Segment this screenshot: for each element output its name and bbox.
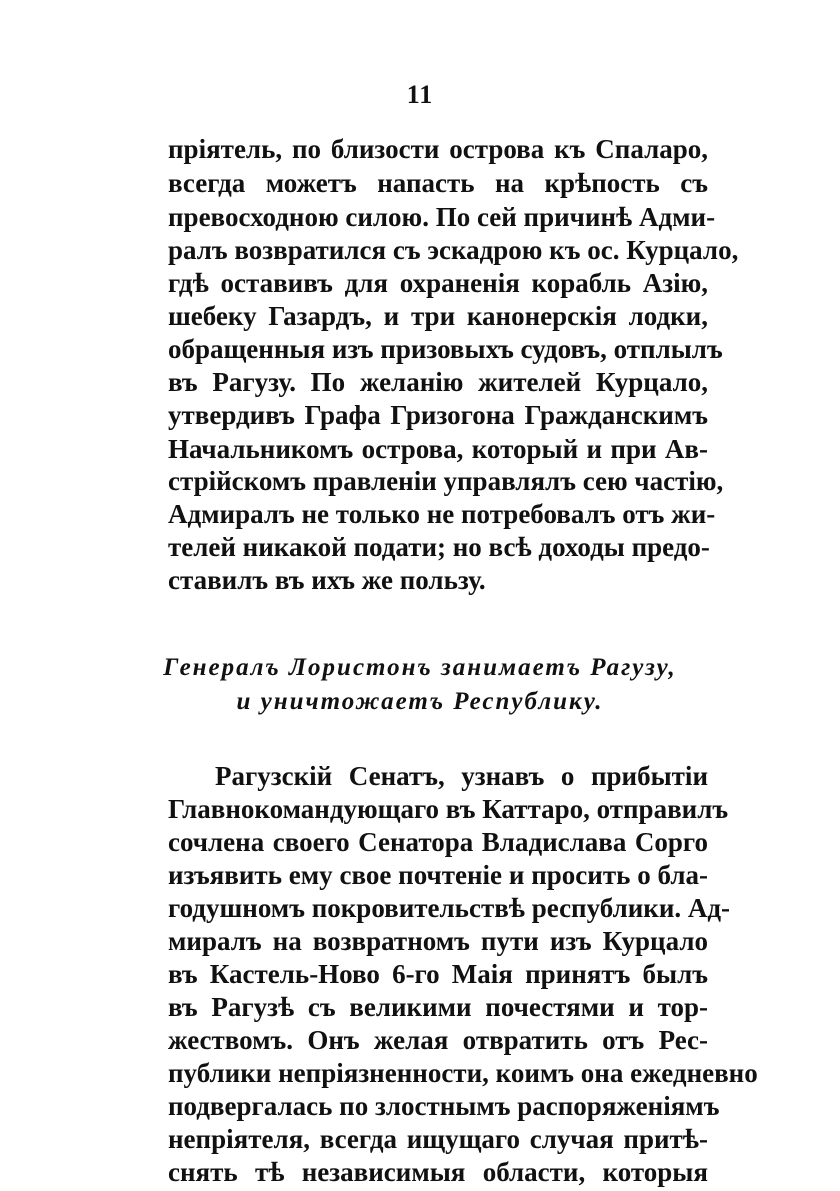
text-line: превосходною силою. По сей причинѣ Адми- [168, 202, 716, 232]
text-line: изъявить ему свое почтеніе и просить о бла- [168, 860, 708, 890]
text-line: всегда можетъ напасть на крѣпость съ [168, 168, 708, 198]
text-line: годушномъ покровительствѣ республики. Ад- [168, 893, 731, 923]
text-line: въ Рагузѣ съ великими почестями и тор- [168, 992, 708, 1022]
text-line: миралъ на возвратномъ пути изъ Курцало [168, 926, 708, 956]
text-line: шебеку Газардъ, и три канонерскія лодки, [168, 301, 708, 331]
text-line: утвердивъ Графа Гризогона Гражданскимъ [168, 400, 708, 430]
page-number: 11 [406, 80, 434, 109]
text-line: въ Кастель-Ново 6-го Маія принятъ былъ [168, 959, 708, 989]
text-line: въ Рагузу. По желанію жителей Курцало, [168, 367, 708, 397]
text-line: сочлена своего Сенатора Владислава Сорго [168, 827, 708, 857]
heading-line-1: Генералъ Лористонъ занимаетъ Рагузу, [163, 654, 677, 681]
text-line: Начальникомъ острова, который и при Ав- [168, 434, 708, 464]
text-line: пріятель, по близости острова къ Спаларо, [168, 134, 708, 164]
text-line: Рагузскій Сенатъ, узнавъ о прибытіи [215, 761, 708, 791]
text-line: снять тѣ независимыя области, которыя [168, 1157, 708, 1187]
text-line: подвергалась по злостнымъ распоряженіямъ [168, 1091, 720, 1121]
text-line: непріятеля, всегда ищущаго случая притѣ- [168, 1124, 708, 1154]
text-line: гдѣ оставивъ для охраненія корабль Азію, [168, 268, 708, 298]
text-line: стрійскомъ правленіи управлялъ сею частію, [168, 466, 724, 496]
text-line: ралъ возвратился съ эскадрою къ ос. Курцало, [168, 235, 739, 265]
text-line: телей никакой подати; но всѣ доходы предо- [168, 532, 710, 562]
text-line: Главнокомандующаго въ Каттаро, отправилъ [168, 794, 729, 824]
text-line: обращенныя изъ призовыхъ судовъ, отплылъ [168, 334, 723, 364]
text-line: жествомъ. Онъ желая отвратить отъ Рес- [168, 1025, 708, 1055]
text-line: публики непріязненности, коимъ она ежедневно [168, 1058, 758, 1088]
text-line: Адмиралъ не только не потребовалъ отъ жи- [168, 499, 716, 529]
heading-line-2: и уничтожаетъ Республику. [236, 688, 604, 715]
text-line: ставилъ въ ихъ же пользу. [168, 565, 486, 595]
